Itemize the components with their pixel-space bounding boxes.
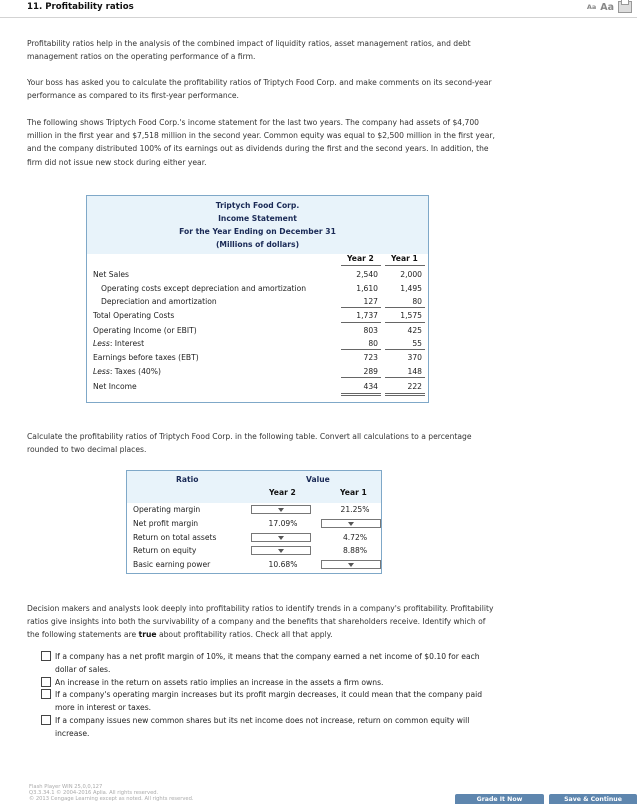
question-header xyxy=(0,0,637,16)
statement-units: (Millions of dollars) xyxy=(215,240,300,249)
ratio-label: Return on equity xyxy=(133,546,197,555)
row-label: Operating costs except depreciation and amortization xyxy=(101,284,307,293)
net-profit-margin-year-2-value: 17.09% xyxy=(268,519,298,528)
row-value-year-2: 803 xyxy=(363,326,378,335)
statement-name: Income Statement xyxy=(218,214,297,223)
instruction-paragraph: Calculate the profitability ratios of Triptych Food Corp. in the following table. Convert all calculations to a percentage rounded to two decimal places. xyxy=(27,432,472,455)
row-label-rest: : Taxes (40%) xyxy=(109,367,161,376)
row-value-year-2: 1,610 xyxy=(356,284,378,293)
statement-checkbox[interactable] xyxy=(41,715,51,725)
row-label: Depreciation and amortization xyxy=(101,297,217,306)
row-value-year-1: 1,575 xyxy=(400,311,422,320)
task-paragraph: Your boss has asked you to calculate the profitability ratios of Triptych Food Corp. and make comments on its second-year performance as compared to its first-year performance. xyxy=(27,78,492,101)
ratio-label: Operating margin xyxy=(133,505,201,514)
statement-text: If a company has a net profit margin of 10%, it means that the company earned a net income of $0.10 for each dollar of sales. xyxy=(55,652,480,674)
return-on-equity-year-1-value: 8.88% xyxy=(342,546,368,555)
header-underline xyxy=(385,265,425,266)
row-value-year-2: 1,737 xyxy=(356,311,378,320)
row-value-year-2: 434 xyxy=(363,382,378,391)
footer-copyright xyxy=(29,784,194,803)
row-label xyxy=(93,339,144,348)
row-value-year-2: 80 xyxy=(368,339,378,348)
net-profit-margin-year-1-dropdown[interactable] xyxy=(321,519,381,528)
statement-period: For the Year Ending on December 31 xyxy=(179,227,336,236)
total-double-rule xyxy=(385,393,425,394)
column-year-1: Year 1 xyxy=(391,254,418,263)
row-label: Net Income xyxy=(93,382,137,391)
row-value-year-1: 425 xyxy=(407,326,422,335)
intro-paragraph: Profitability ratios help in the analysis of the combined impact of liquidity ratios, asset management ratios, and debt management ratios on the operating performance of a firm. xyxy=(27,39,471,62)
statement-checkbox[interactable] xyxy=(41,651,51,661)
row-label: Total Operating Costs xyxy=(93,311,175,320)
income-statement-header xyxy=(87,196,428,254)
subtotal-rule xyxy=(385,377,425,378)
less-label: Less xyxy=(93,339,110,348)
row-label: Net Sales xyxy=(93,270,129,279)
footer-version: Flash Player WIN 25,0,0,127 xyxy=(29,784,103,790)
row-label xyxy=(93,367,161,376)
statement-text: If a company's operating margin increases but its profit margin decreases, it could mean that the company paid more in interest or taxes. xyxy=(55,690,483,712)
header-underline xyxy=(341,265,381,266)
row-value-year-1: 55 xyxy=(412,339,422,348)
return-on-assets-year-1-value: 4.72% xyxy=(342,533,368,542)
row-value-year-1: 222 xyxy=(407,382,422,391)
ratio-column-header: Ratio xyxy=(176,475,199,484)
basic-earning-power-year-2-value: 10.68% xyxy=(268,560,298,569)
statement-checkbox[interactable] xyxy=(41,689,51,699)
row-value-year-1: 1,495 xyxy=(400,284,422,293)
footer-copyright-cengage: © 2013 Cengage Learning except as noted. All rights reserved. xyxy=(29,796,194,803)
row-value-year-1: 80 xyxy=(412,297,422,306)
subtotal-rule xyxy=(385,307,425,308)
subtotal-rule xyxy=(385,322,425,323)
ratio-label: Basic earning power xyxy=(133,560,211,569)
save-and-continue-button[interactable]: Save & Continue xyxy=(549,794,637,804)
instruction-text: about profitability ratios. Check all that apply. xyxy=(156,630,333,640)
row-label: Earnings before taxes (EBT) xyxy=(93,353,199,362)
subtotal-rule xyxy=(341,377,381,378)
row-label-rest: : Interest xyxy=(109,339,145,348)
operating-margin-year-2-dropdown[interactable] xyxy=(251,505,311,514)
subtotal-rule xyxy=(341,307,381,308)
return-on-equity-year-2-dropdown[interactable] xyxy=(251,546,311,555)
ratio-label: Return on total assets xyxy=(133,533,217,542)
total-double-rule xyxy=(341,395,381,396)
header-divider xyxy=(0,17,637,18)
context-paragraph: The following shows Triptych Food Corp.'s income statement for the last two years. The company had assets of $4,700 million in the first year and $7,518 million in the second year. Common equity was equal to $2,500 million in the first year, and the company distributed 100% of its earnings out as dividends during the first and the second years. In addition, the firm did not issue new stock during either year. xyxy=(27,118,495,167)
ratio-table xyxy=(126,470,382,574)
statement-text: If a company issues new common shares but its net income does not increase, return on common equity will increase. xyxy=(55,716,470,738)
less-label: Less xyxy=(93,367,110,376)
statements-instruction xyxy=(27,602,497,642)
row-value-year-1: 148 xyxy=(407,367,422,376)
ratio-label: Net profit margin xyxy=(133,519,199,528)
font-controls xyxy=(587,1,632,13)
total-double-rule xyxy=(385,395,425,396)
total-double-rule xyxy=(341,393,381,394)
instruction-emphasis: true xyxy=(138,630,157,640)
subtotal-rule xyxy=(385,349,425,350)
grade-it-now-button[interactable]: Grade It Now xyxy=(455,794,544,804)
print-icon[interactable] xyxy=(618,1,632,13)
subtotal-rule xyxy=(341,349,381,350)
column-year-2: Year 2 xyxy=(269,488,296,497)
operating-margin-year-1-value: 21.25% xyxy=(340,505,370,514)
row-value-year-1: 2,000 xyxy=(400,270,422,279)
income-statement-table xyxy=(86,195,429,403)
row-value-year-2: 127 xyxy=(363,297,378,306)
row-value-year-2: 289 xyxy=(363,367,378,376)
row-value-year-2: 2,540 xyxy=(356,270,378,279)
column-year-1: Year 1 xyxy=(340,488,367,497)
statement-text: An increase in the return on assets ratio implies an increase in the assets a firm owns. xyxy=(55,678,384,687)
ratio-table-header xyxy=(127,471,381,503)
subtotal-rule xyxy=(341,322,381,323)
footer-copyright-aplia: Q3.3.34.1 © 2004-2016 Aplia. All rights reserved. xyxy=(29,790,159,797)
statement-checkbox[interactable] xyxy=(41,677,51,687)
basic-earning-power-year-1-dropdown[interactable] xyxy=(321,560,381,569)
value-column-header: Value xyxy=(306,475,330,484)
font-increase-button[interactable]: Aa xyxy=(600,1,614,13)
row-value-year-2: 723 xyxy=(363,353,378,362)
font-decrease-button[interactable]: Aa xyxy=(586,3,597,11)
question-title: 11. Profitability ratios xyxy=(27,2,134,12)
company-name: Triptych Food Corp. xyxy=(215,201,300,210)
instruction-text: Decision makers and analysts look deeply into profitability ratios to identify trends in a company's profitability. Profitability ratios give insights into both the survivability of a company and the benefits that shareholders receive. Identify which of the following statements are xyxy=(27,604,494,640)
row-label: Operating Income (or EBIT) xyxy=(93,326,197,335)
row-value-year-1: 370 xyxy=(407,353,422,362)
column-year-2: Year 2 xyxy=(347,254,374,263)
return-on-assets-year-2-dropdown[interactable] xyxy=(251,533,311,542)
